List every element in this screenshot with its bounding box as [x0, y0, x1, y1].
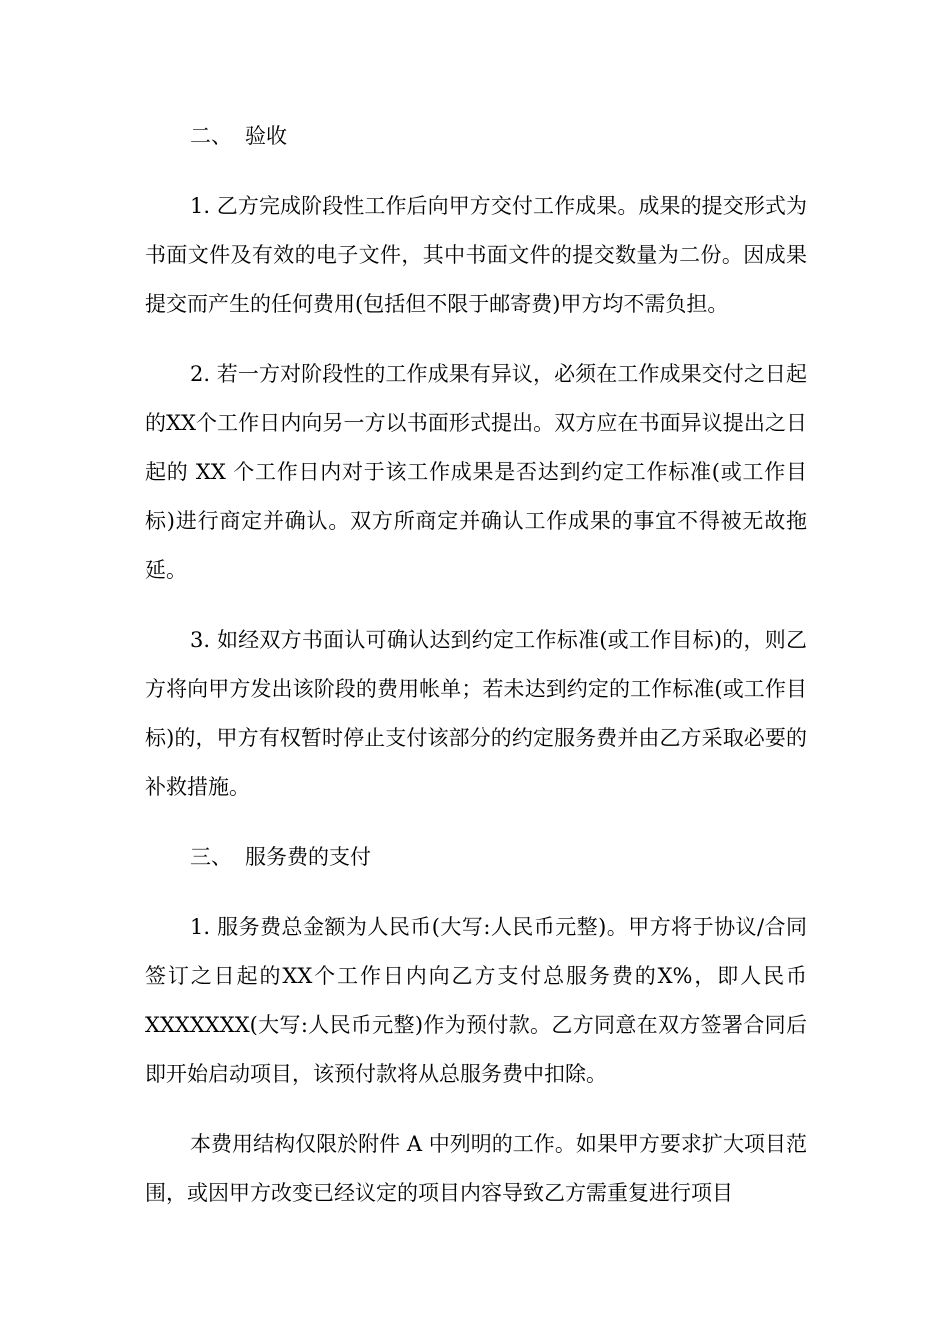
section-number: 二、 [190, 124, 232, 148]
paragraph: 本费用结构仅限於附件 A 中列明的工作。如果甲方要求扩大项目范围，或因甲方改变已经议定的项目内容导致乙方需重复进行项目 [145, 1132, 807, 1205]
paragraph: 1. 服务费总金额为人民币(大写:人民币元整)。甲方将于协议/合同签订之日起的XX个工作日内向乙方支付总服务费的X%，即人民币 XXXXXXX(大写:人民币元整)作为预付款。乙方同意在双方签署合同后即开始启动项目，该预付款将从总服务费中扣除。 [145, 915, 807, 1086]
document-body [145, 112, 807, 1239]
paragraph: 1. 乙方完成阶段性工作后向甲方交付工作成果。成果的提交形式为书面文件及有效的电子文件，其中书面文件的提交数量为二份。因成果提交而产生的任何费用(包括但不限于邮寄费)甲方均不需负担。 [145, 194, 807, 316]
section-title: 验收 [245, 124, 287, 148]
paragraph: 2. 若一方对阶段性的工作成果有异议，必须在工作成果交付之日起的XX个工作日内向另一方以书面形式提出。双方应在书面异议提出之日起的 XX 个工作日内对于该工作成果是否达到约定工作标准(或工作目标)进行商定并确认。双方所商定并确认工作成果的事宜不得被无故拖延。 [145, 362, 807, 582]
section-title: 服务费的支付 [245, 845, 371, 869]
section-heading-acceptance [145, 112, 807, 161]
paragraph: 3. 如经双方书面认可确认达到约定工作标准(或工作目标)的，则乙方将向甲方发出该阶段的费用帐单；若未达到约定的工作标准(或工作目标)的，甲方有权暂时停止支付该部分的约定服务费并由乙方采取必要的补救措施。 [145, 628, 807, 799]
section-number: 三、 [190, 845, 232, 869]
section-heading-fee-payment [145, 833, 807, 882]
